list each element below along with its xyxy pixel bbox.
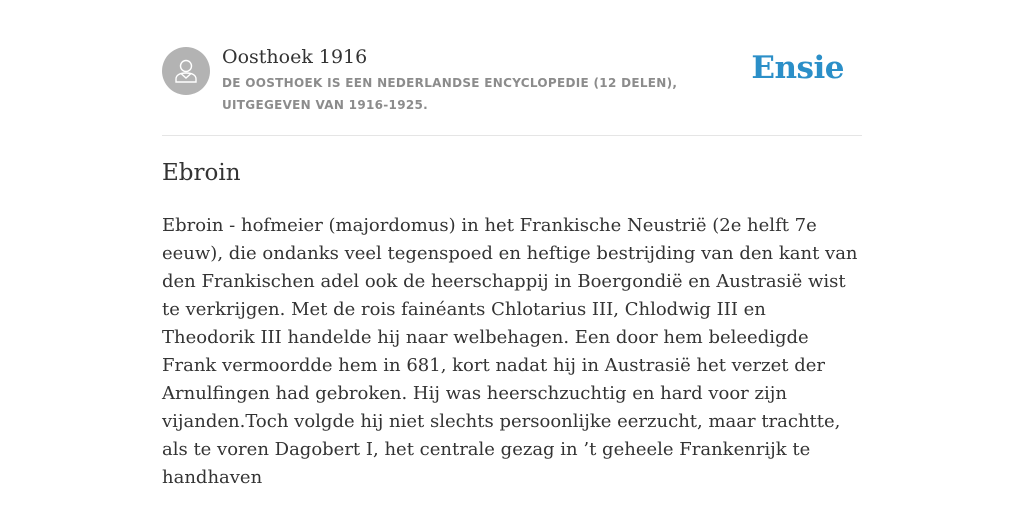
source-header [162, 0, 862, 136]
source-description: DE OOSTHOEK IS EEN NEDERLANDSE ENCYCLOPEDIE (12 DELEN), UITGEGEVEN VAN 1916-1925. [222, 76, 678, 112]
source-avatar[interactable] [162, 47, 210, 95]
page-container [162, 0, 862, 488]
entry-title: Ebroin [162, 160, 241, 186]
source-title[interactable]: Oosthoek 1916 [222, 46, 368, 68]
brand-logo[interactable]: Ensie [751, 50, 844, 86]
entry-body: Ebroin - hofmeier (majordomus) in het Frankische Neustrië (2e helft 7e eeuw), die ondanks veel tegenspoed en heftige bestrijding van den kant van den Frankischen adel ook de heerschappij in Boergondië en Austrasië wist te verkrijgen. Met de rois fainéants Chlotarius III, Chlodwig III en Theodorik III handelde hij naar welbehagen. Een door hem beleedigde Frank vermoordde hem in 681, kort nadat hij in Austrasië het verzet der Arnulfingen had gebroken. Hij was heerschzuchtig en hard voor zijn vijanden.Toch volgde hij niet slechts persoonlijke eerzucht, maar trachtte, als te voren Dagobert I, het centrale gezag in ’t geheele Frankenrijk te handhaven [162, 215, 858, 488]
user-icon [171, 56, 201, 86]
